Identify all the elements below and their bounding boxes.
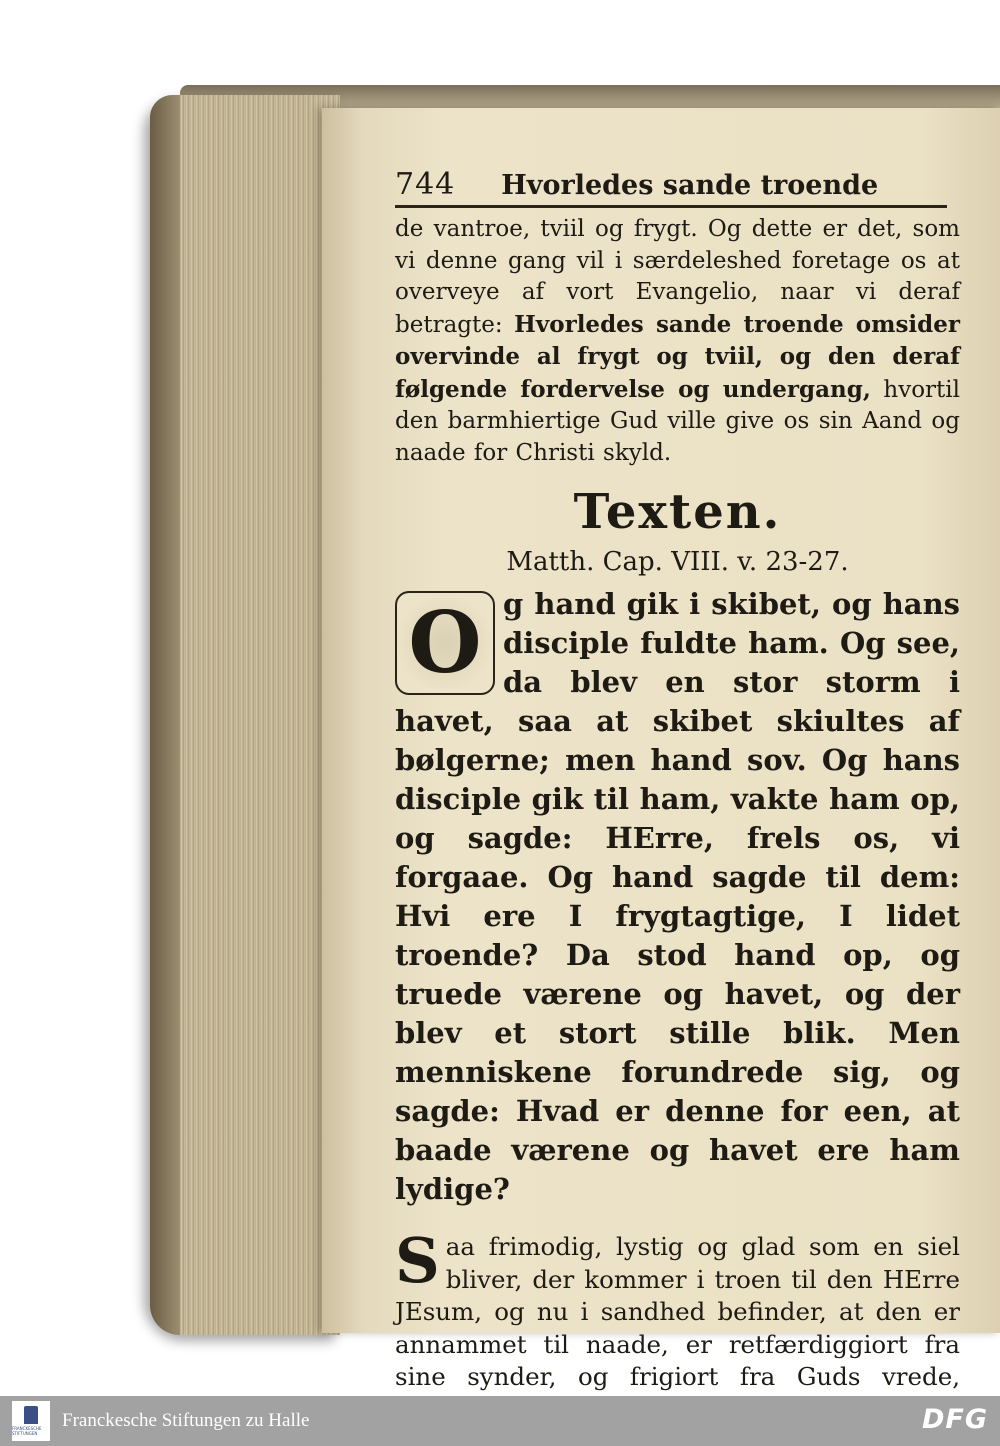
institution-logo[interactable] [12,1401,50,1441]
gospel-body: g hand gik i skibet, og hans disciple fuldte ham. Og see, da blev en stor storm i havet, saa at skibet skiultes af bølgerne; men hand sov. Og hans disciple gik til ham, vakte ham op, og sagde: HErre, frels os, vi forgaae. Og hand sagde til dem: Hvi ere I frygtagtige, I lidet troende? Da stod hand op, og truede værene og havet, og der blev et stort stille blik. Men menniskene forundrede sig, og sagde: Hvad er denne for een, at baade værene og havet ere ham lydige? [395,587,960,1206]
sermon-paragraph [395,1224,960,1396]
page-header [395,168,947,208]
gospel-text [395,585,960,1209]
institution-name[interactable]: Franckesche Stiftungen zu Halle [62,1410,310,1431]
scripture-reference: Matth. Cap. VIII. v. 23-27. [506,547,849,577]
running-head: Hvorledes sande troende [501,170,879,201]
dfg-logo[interactable]: DFG [921,1404,988,1435]
viewer-footer [0,1396,1000,1446]
page-number: 744 [395,167,456,202]
logo-text: FRANCKESCHE STIFTUNGEN [12,1426,42,1436]
section-title: Texten. [573,484,782,540]
sermon-body: aa frimodig, lystig og glad som en siel bliver, der kommer i troen til den HErre JEsum, og nu i sandhed befinder, at den er annammet til naade, er retfærdiggiort fra sine synder, og frigiort fra Guds vrede, [395,1232,960,1391]
page-content [395,168,960,1396]
intro-bold-text: Hvorledes sande troende omsider overvinde al frygt og tviil, og den deraf følgende fordervelse og undergang, [395,310,960,403]
intro-paragraph [395,214,960,469]
intro-tail-text: hvortil den barmhiertige Gud ville give os sin Aand og naade for Christi skyld. [395,376,960,466]
ornamental-initial: O [395,591,495,695]
building-icon [24,1406,38,1424]
intro-text: de vantroe, tviil og frygt. Og dette er det, som vi denne gang vil i særdeleshed foretage os at overveye af vort Evangelio, naar vi deraf betragte: [395,216,960,338]
book-spine [150,95,180,1335]
sermon-initial: S [395,1224,440,1297]
